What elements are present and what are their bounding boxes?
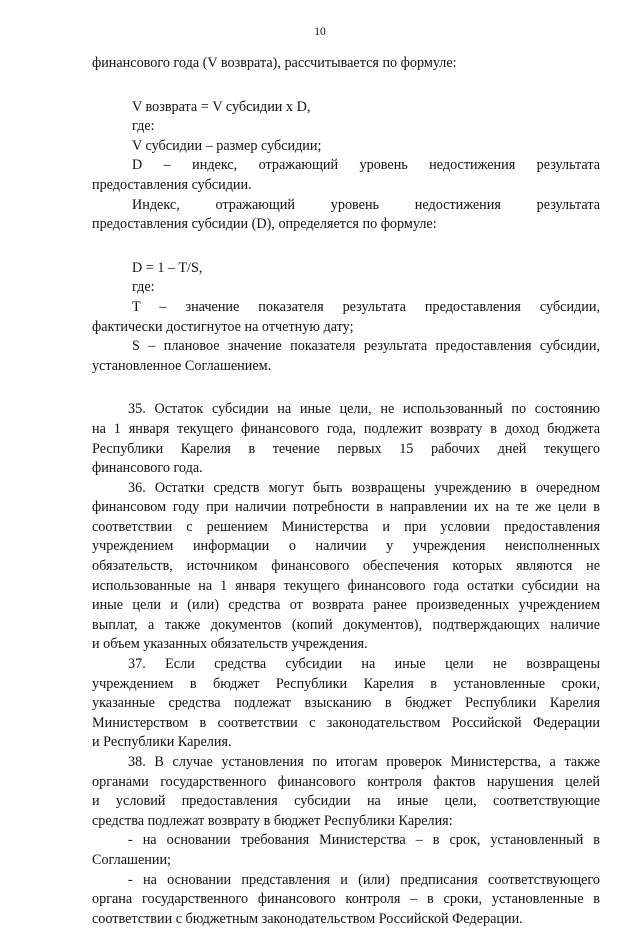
- text-line: где:: [132, 279, 155, 296]
- text-line: Индекс, отражающий уровень недостижения результата: [132, 196, 600, 213]
- text-line: соответствии с бюджетным законодательством Российской Федерации.: [92, 910, 523, 927]
- text-line: 37. Если средства субсидии на иные цели не возвращены: [128, 656, 600, 673]
- text-line: учреждением информации о наличии у учреждения неисполненных: [92, 538, 600, 555]
- text-line: органа государственного финансового контроля – в сроки, установленные в: [92, 891, 600, 908]
- text-line: и условий предоставления субсидии на иные цели, соответствующие: [92, 793, 600, 810]
- document-body: [92, 54, 600, 929]
- text-line: где:: [132, 118, 155, 135]
- text-line: предоставления субсидии.: [92, 176, 252, 193]
- text-line: обязательств, источником финансового обеспечения которых являются не: [92, 558, 600, 575]
- text-line: D – индекс, отражающий уровень недостижения результата: [132, 157, 600, 174]
- text-line: средства подлежат возврату в бюджет Республики Карелия:: [92, 812, 453, 829]
- text-line: использованные на 1 января текущего финансового года остатки субсидии на: [92, 577, 600, 594]
- text-line: D = 1 – T/S,: [132, 259, 203, 276]
- text-line: и Республики Карелия.: [92, 734, 232, 751]
- text-line: учреждением в бюджет Республики Карелия в установленные сроки,: [92, 675, 600, 692]
- text-line: S – плановое значение показателя результата предоставления субсидии,: [132, 338, 600, 355]
- text-line: 38. В случае установления по итогам проверок Министерства, а также: [128, 754, 600, 770]
- text-line: V субсидии – размер субсидии;: [132, 137, 322, 154]
- text-line: иные цели и (или) средства от возврата ранее произведенных учреждением: [92, 597, 600, 614]
- text-line: фактически достигнутое на отчетную дату;: [92, 318, 354, 335]
- text-line: финансового года (V возврата), рассчитывается по формуле:: [92, 55, 457, 71]
- text-line: установленное Соглашением.: [92, 357, 272, 374]
- text-line: Министерством в соответствии с законодательством Российской Федерации: [92, 714, 600, 731]
- text-line: Соглашении;: [92, 851, 171, 868]
- text-line: финансовом году при наличии потребности в направлении их на те же цели в: [92, 499, 600, 516]
- text-line: органами государственного финансового контроля фактов нарушения целей: [92, 773, 600, 790]
- text-line: - на основании требования Министерства – в срок, установленный в: [128, 832, 600, 849]
- page-number: 10: [314, 26, 326, 38]
- text-line: 36. Остатки средств могут быть возвращены учреждению в очередном: [128, 479, 600, 496]
- text-line: соответствии с решением Министерства и при условии предоставления: [92, 518, 600, 535]
- text-line: Республики Карелия в течение первых 15 рабочих дней текущего: [92, 440, 600, 457]
- text-line: указанные средства подлежат взысканию в бюджет Республики Карелия: [92, 695, 600, 712]
- text-line: и объем указанных обязательств учреждения.: [92, 636, 368, 653]
- text-line: финансового года.: [92, 460, 203, 477]
- text-line: - на основании представления и (или) предписания соответствующего: [128, 871, 600, 888]
- text-line: T – значение показателя результата предоставления субсидии,: [132, 298, 600, 315]
- text-line: выплат, а также документов (копий документов), подтверждающих наличие: [92, 616, 600, 633]
- text-line: V возврата = V субсидии x D,: [132, 98, 311, 115]
- text-line: на 1 января текущего финансового года, подлежит возврату в доход бюджета: [92, 420, 600, 437]
- text-line: 35. Остаток субсидии на иные цели, не использованный по состоянию: [128, 401, 600, 418]
- text-line: предоставления субсидии (D), определяется по формуле:: [92, 216, 437, 233]
